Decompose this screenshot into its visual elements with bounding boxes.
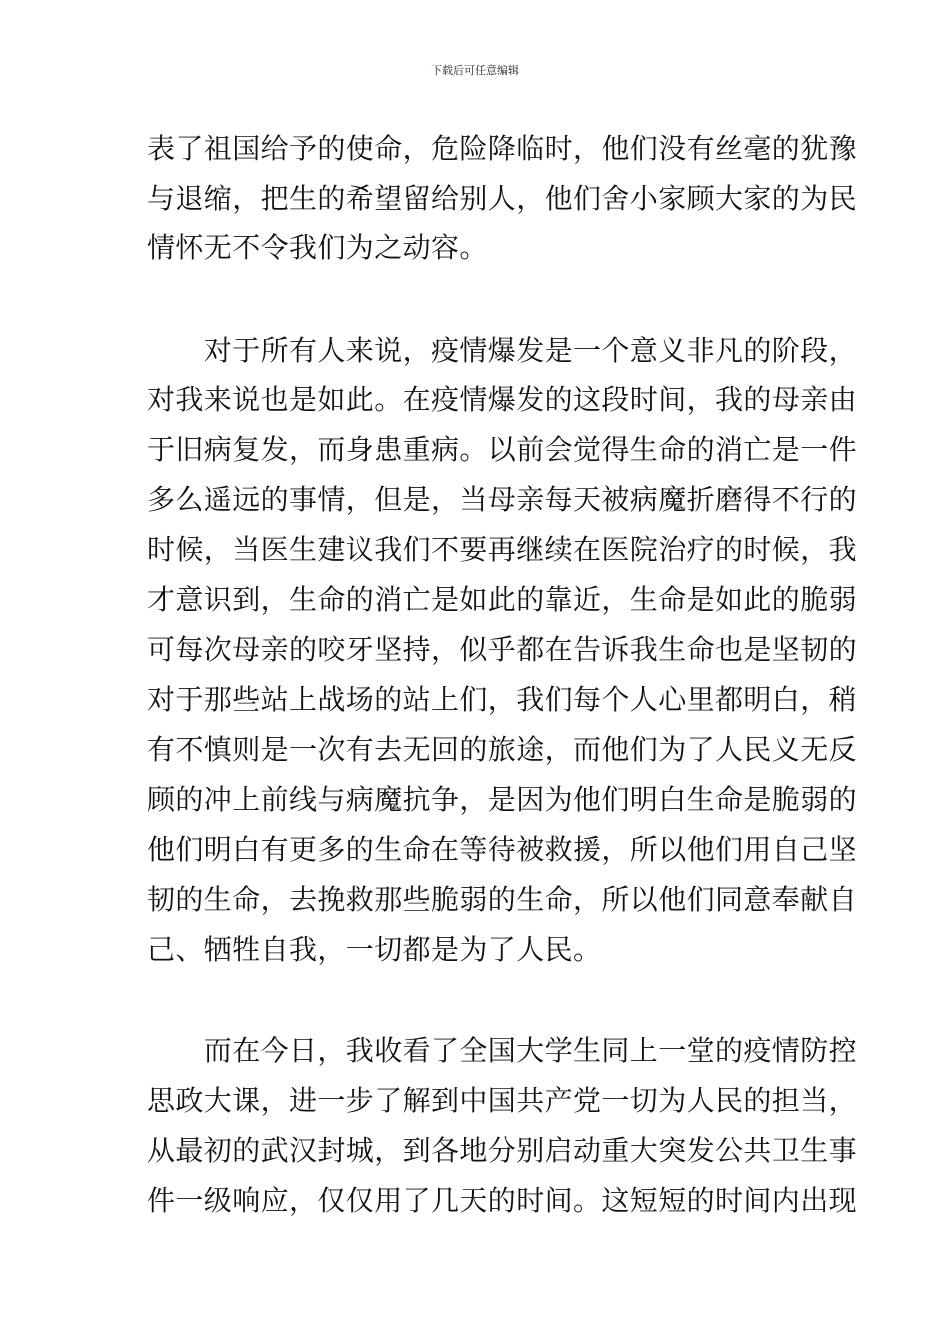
text-line: 而在今日，我收看了全国大学生同上一堂的疫情防控 [147,1034,858,1067]
text-line: 有不慎则是一次有去无回的旅途，而他们为了人民义无反 [147,733,858,766]
text-line: 情怀无不令我们为之动容。 [147,231,488,264]
text-line: 对于那些站上战场的站上们，我们每个人心里都明白，稍 [147,683,858,716]
text-line: 韧的生命，去挽救那些脆弱的生命，所以他们同意奉献自 [147,883,858,916]
text-line: 于旧病复发，而身患重病。以前会觉得生命的消亡是一件 [147,433,858,466]
text-line: 与退缩，把生的希望留给别人，他们舍小家顾大家的为民 [147,182,858,215]
text-line: 多么遥远的事情，但是，当母亲每天被病魔折磨得不行的 [147,483,858,516]
text-line: 思政大课，进一步了解到中国共产党一切为人民的担当， [147,1084,858,1117]
text-line: 己、牺牲自我，一切都是为了人民。 [147,933,602,966]
text-line: 他们明白有更多的生命在等待被救援，所以他们用自己坚 [147,833,858,866]
text-line: 对我来说也是如此。在疫情爆发的这段时间，我的母亲由 [147,383,858,416]
text-line: 顾的冲上前线与病魔抗争，是因为他们明白生命是脆弱的 [147,783,858,816]
text-line: 时候，当医生建议我们不要再继续在医院治疗的时候，我 [147,533,858,566]
text-line: 表了祖国给予的使命，危险降临时，他们没有丝毫的犹豫 [147,132,858,165]
text-line: 可每次母亲的咬牙坚持，似乎都在告诉我生命也是坚韧的 [147,633,858,666]
text-line: 件一级响应，仅仅用了几天的时间。这短短的时间内出现 [147,1184,858,1217]
page-header: 下载后可任意编辑 [431,64,519,77]
text-line: 对于所有人来说，疫情爆发是一个意义非凡的阶段， [147,334,858,367]
text-line: 从最初的武汉封城，到各地分别启动重大突发公共卫生事 [147,1134,858,1167]
text-line: 才意识到，生命的消亡是如此的靠近，生命是如此的脆弱 [147,583,858,616]
